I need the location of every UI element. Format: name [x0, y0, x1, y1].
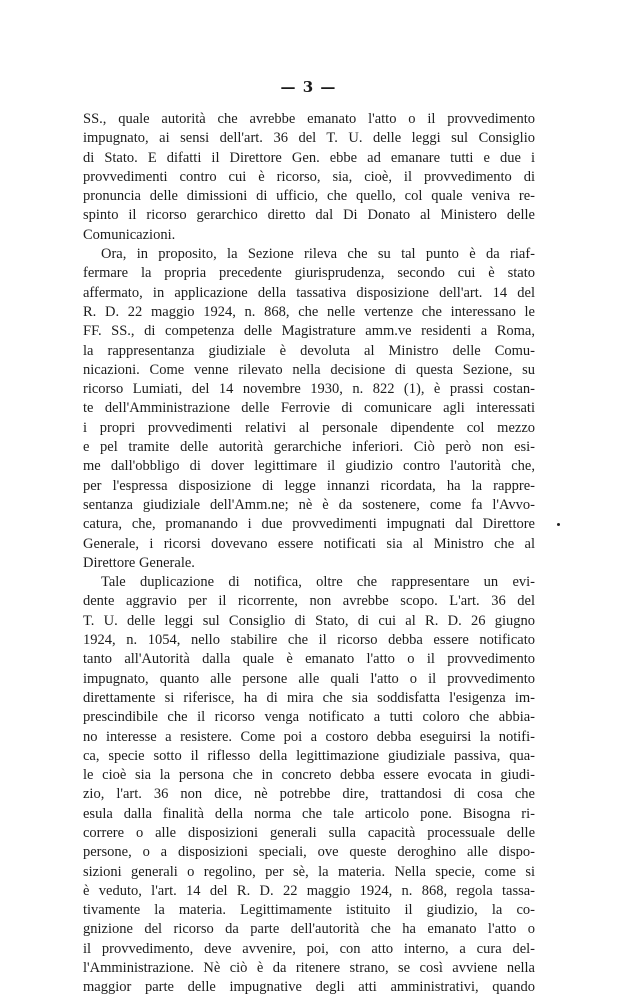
text-line: Comunicazioni. — [83, 226, 176, 243]
text-line: affermato, in applicazione della tassativa disposizione dell'art. 14 del — [83, 284, 535, 301]
text-line: FF. SS., di competenza delle Magistrature amm.ve residenti a Roma, — [83, 323, 535, 340]
text-line: gnizione del ricorso da parte dell'autorità che ha emanato l'atto o — [83, 921, 535, 938]
text-line: Ora, in proposito, la Sezione rileva che su tal punto è da riaf- — [101, 246, 535, 263]
text-line: provvedimenti contro cui è ricorso, sia, cioè, il provvedimento di — [83, 168, 535, 185]
text-line: R. D. 22 maggio 1924, n. 868, che nelle vertenze che interessano le — [83, 303, 535, 320]
text-line: la rappresentanza giudiziale è devoluta al Ministro delle Comu- — [83, 342, 535, 359]
text-line: no interesse a resistere. Come poi a costoro debba eseguirsi la notifi- — [83, 728, 535, 745]
text-line: correre o alle disposizioni generali sulla capacità processuale delle — [83, 824, 535, 841]
text-line: per l'espressa disposizione di legge innanzi ricordata, ha la rappre- — [83, 477, 535, 494]
text-line: è veduto, l'art. 14 del R. D. 22 maggio 1924, n. 868, regola tassa- — [83, 882, 535, 899]
text-line: T. U. delle leggi sul Consiglio di Stato, di cui al R. D. 26 giugno — [83, 612, 535, 629]
text-line: i propri provvedimenti relativi al personale dipendente col mezzo — [83, 419, 535, 436]
text-line: 1924, n. 1054, nello stabilire che il ricorso debba essere notificato — [83, 632, 535, 649]
text-line: persone, o a disposizioni speciali, ove queste deroghino alle dispo- — [83, 844, 535, 861]
text-line: esula dalla finalità della norma che tale articolo pone. Bisogna ri- — [83, 805, 535, 822]
page-number: — 3 — — [280, 78, 337, 96]
text-line: SS., quale autorità che avrebbe emanato l'atto o il provvedimento — [83, 111, 535, 127]
text-line: e pel tramite delle autorità gerarchiche inferiori. Ciò però non esi- — [83, 439, 535, 456]
text-line: nicazioni. Come venne rilevato nella decisione di questa Sezione, su — [83, 361, 535, 378]
text-line: fermare la propria precedente giurisprudenza, secondo cui è stato — [83, 265, 535, 282]
text-line: spinto il ricorso gerarchico diretto dal Di Donato al Ministero delle — [83, 207, 535, 224]
text-line: l'Amministrazione. Nè ciò è da ritenere strano, se così avviene nella — [83, 960, 535, 977]
body-text — [83, 110, 535, 998]
text-line: tanto all'Autorità dalla quale è emanato l'atto o il provvedimento — [83, 651, 535, 668]
text-line: pronuncia delle dimissioni di ufficio, che quello, col quale veniva re- — [83, 188, 535, 205]
text-line: prescindibile che il ricorso venga notificato a tutti coloro che abbia- — [83, 709, 535, 726]
text-line: dente aggravio per il ricorrente, non avrebbe scopo. L'art. 36 del — [83, 593, 535, 610]
text-line: Generale, i ricorsi dovevano essere notificati sia al Ministro che al — [83, 535, 535, 552]
text-line: me dall'obbligo di dover legittimare il giudizio contro l'autorità che, — [83, 458, 535, 475]
text-line: il provvedimento, deve avvenire, poi, con atto interno, a cura del- — [83, 940, 535, 957]
text-line: direttamente si riferisce, ha di mira che sia soddisfatta l'esigenza im- — [83, 689, 535, 706]
text-line: maggior parte delle impugnative degli atti amministrativi, quando — [83, 979, 535, 996]
text-line: Tale duplicazione di notifica, oltre che rappresentare un evi- — [101, 574, 535, 591]
text-line: zio, l'art. 36 non dice, nè potrebbe dire, trattandosi di cosa che — [83, 786, 535, 803]
text-line: te dell'Amministrazione delle Ferrovie di comunicare agli interessati — [83, 400, 535, 417]
text-line: catura, che, promanando i due provvedimenti impugnati dal Direttore — [83, 516, 535, 533]
text-line: sizioni generali o regolino, per sè, la materia. Nella specie, come si — [83, 863, 535, 880]
text-line: di Stato. E difatti il Direttore Gen. ebbe ad emanare tutti e due i — [83, 149, 535, 166]
text-line: le cioè sia la persona che in concreto debba essere evocata in giudi- — [83, 767, 535, 784]
text-line: Direttore Generale. — [83, 554, 195, 571]
text-line: impugnato, quanto alle persone alle quali l'atto o il provvedimento — [83, 670, 535, 687]
text-line: ca, specie sotto il riflesso della legittimazione giudiziale passiva, qua- — [83, 747, 535, 764]
text-line: ricorso Lumiati, del 14 novembre 1930, n. 822 (1), è prassi costan- — [83, 381, 535, 398]
text-line: sentanza giudiziale dell'Amm.ne; nè è da sostenere, come fa l'Avvo- — [83, 496, 535, 513]
speck-mark — [557, 523, 560, 526]
text-line: impugnato, ai sensi dell'art. 36 del T. U. delle leggi sul Consiglio — [83, 130, 535, 147]
text-line: tivamente la materia. Legittimamente istituito il giudizio, la co- — [83, 902, 535, 919]
